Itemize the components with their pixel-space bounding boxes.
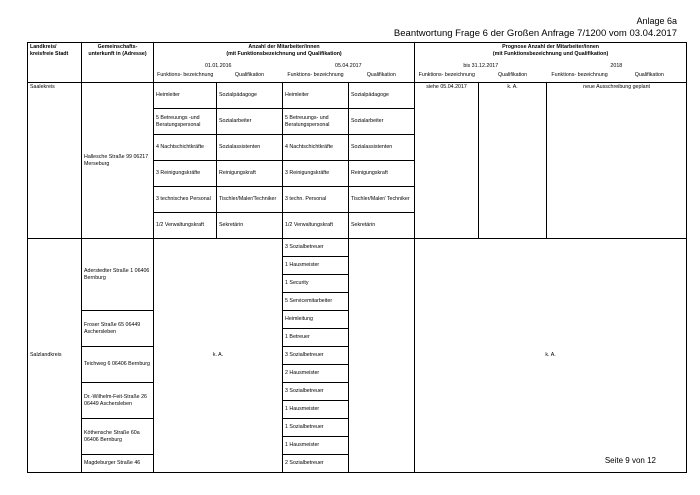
address-cell: Aderstedter Straße 1 06406 Bernburg: [82, 239, 154, 311]
district-saalekreis: Saalekreis: [28, 83, 82, 239]
col-landkreis: Landkreis/ kreisfreie Stadt: [28, 43, 82, 72]
date-2017-12: bis 31.12.2017: [415, 62, 547, 71]
prognosis-2018: neue Ausschreibung geplant: [547, 83, 687, 239]
staff-cell: Heimleitung: [283, 311, 349, 329]
address-cell: Magdeburger Straße 46: [82, 455, 154, 473]
anzahl-sub: (mit Funktionsbezeichnung und Qualifikation): [226, 50, 342, 57]
staff-cell: 3 Sozialbetreuer: [283, 347, 349, 365]
staff-cell: 2 Sozialbetreuer: [283, 455, 349, 473]
funktion-header: Funktions- bezeichnung: [547, 71, 613, 83]
qualification-cell: Sozialarbeiter: [217, 109, 283, 135]
staff-cell: 1 Hausmeister: [283, 257, 349, 275]
function-cell: 5 Betreuungs -und Beratungspersonal: [154, 109, 217, 135]
qualification-cell: Sozialassistenten: [349, 135, 415, 161]
function-cell: 1/2 Verwaltungskraft: [283, 213, 349, 239]
staff-cell: 3 Sozialbetreuer: [283, 383, 349, 401]
address-saalekreis: Hallesche Straße 99 06217 Merseburg: [82, 83, 154, 239]
staff-cell: 1 Betreuer: [283, 329, 349, 347]
qualification-cell: Tischler/Maler/ Techniker: [349, 187, 415, 213]
address-cell: Froser Straße 65 06449 Aschersleben: [82, 311, 154, 347]
address-cell: Dr.-Wilhelm-Feit-Straße 26 06449 Aschersleben: [82, 383, 154, 419]
qualifikation-header: Qualifikation: [613, 71, 687, 83]
funktion-header: Funktions- bezeichnung: [154, 71, 217, 83]
col-gu: Gemeinschafts- unterkunft in (Adresse): [82, 43, 154, 72]
function-cell: 5 Betreuungs- und Beratungspersonal: [283, 109, 349, 135]
ka-2016: k. A.: [154, 239, 283, 473]
funktion-header: Funktions- bezeichnung: [283, 71, 349, 83]
prognosis-2017-qual: k. A.: [479, 83, 547, 239]
staff-cell: 1 Security: [283, 275, 349, 293]
qualification-cell: Sozialpädagoge: [217, 83, 283, 109]
qualification-cell: Sekretärin: [217, 213, 283, 239]
qualification-cell: Sozialpädagoge: [349, 83, 415, 109]
qualification-cell: Sozialarbeiter: [349, 109, 415, 135]
function-cell: 4 Nachtschichtkräfte: [283, 135, 349, 161]
function-cell: 1/2 Verwaltungskraft: [154, 213, 217, 239]
header-row: [28, 43, 687, 63]
district-salzlandkreis: Salzlandkreis: [28, 239, 82, 473]
function-cell: Heimleiter: [283, 83, 349, 109]
address-cell: Köthensche Straße 60a 06406 Bernburg: [82, 419, 154, 455]
qualification-cell: Sekretärin: [349, 213, 415, 239]
date-2017-04: 05.04.2017: [335, 63, 362, 69]
staff-cell: 1 Hausmeister: [283, 437, 349, 455]
document-title: Beantwortung Frage 6 der Großen Anfrage 7/1200 vom 03.04.2017: [393, 28, 677, 39]
ka-prognosis: k. A.: [415, 239, 687, 473]
table-row: [28, 83, 687, 109]
qualifikation-header: Qualifikation: [217, 71, 283, 83]
prognose-title: Prognose Anzahl der Mitarbeiter/innen: [502, 44, 600, 50]
function-cell: 3 technisches Personal: [154, 187, 217, 213]
prognosis-2017: siehe 05.04.2017: [415, 83, 479, 239]
qualifikation-header: Qualifikation: [479, 71, 547, 83]
staff-cell: 1 Hausmeister: [283, 401, 349, 419]
page-number: Seite 9 von 12: [604, 456, 656, 465]
address-cell: Teichweg 6 06406 Bernburg: [82, 347, 154, 383]
staff-cell: 3 Sozialbetreuer: [283, 239, 349, 257]
function-cell: 3 Reinigungskräfte: [154, 161, 217, 187]
qualification-cell: Reinigungskraft: [349, 161, 415, 187]
funktion-header: Funktions- bezeichnung: [415, 71, 479, 83]
qualifikation-header: Qualifikation: [349, 71, 415, 83]
col-anzahl: [154, 43, 415, 63]
qualification-cell: Reinigungskraft: [217, 161, 283, 187]
date-2016: 01.01.2016: [154, 62, 283, 71]
subheader-row: [28, 71, 687, 83]
prognose-sub: (mit Funktionsbezeichnung und Qualifikation): [492, 50, 609, 57]
col-prognose: [415, 43, 687, 63]
function-cell: 3 Reinigungskräfte: [283, 161, 349, 187]
function-cell: 4 Nachtschichtkräfte: [154, 135, 217, 161]
staff-cell: 2 Hausmeister: [283, 365, 349, 383]
qualification-cell: Sozialassistenten: [217, 135, 283, 161]
date-2018: 2018: [547, 62, 687, 71]
qualification-cell: Tischler/Maler/Techniker: [217, 187, 283, 213]
function-cell: 3 techn. Personal: [283, 187, 349, 213]
staff-table: [27, 42, 687, 473]
staff-cell: 1 Sozialbetreuer: [283, 419, 349, 437]
table-row: [28, 239, 687, 257]
annex-label: Anlage 6a: [636, 16, 677, 26]
anzahl-title: Anzahl der Mitarbeiter/innen: [248, 44, 320, 50]
function-cell: Heimleiter: [154, 83, 217, 109]
staff-cell: 5 Servicemitarbeiter: [283, 293, 349, 311]
